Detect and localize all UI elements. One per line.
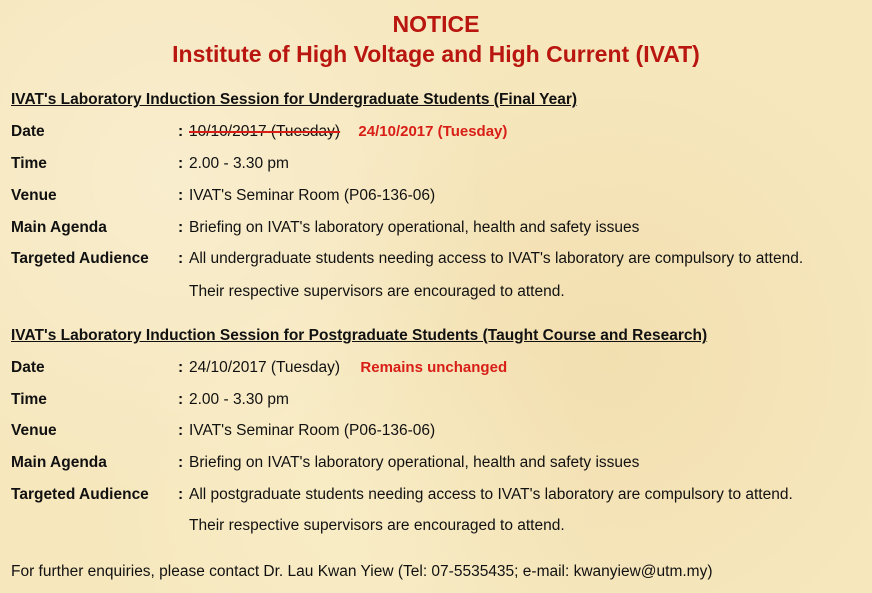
contact-footer: For further enquiries, please contact Dr. Lau Kwan Yiew (Tel: 07-5535435; e-mail: kwanyiew@utm.my) [11, 563, 713, 580]
colon: : [178, 486, 184, 503]
new-date: 24/10/2017 (Tuesday) [358, 123, 508, 140]
date-value [189, 123, 507, 141]
colon: : [178, 422, 184, 439]
date-label: Date [11, 123, 45, 140]
colon: : [178, 123, 184, 140]
agenda-value: Briefing on IVAT's laboratory operational, health and safety issues [189, 219, 640, 236]
postgrad-section-heading: IVAT's Laboratory Induction Session for Postgraduate Students (Taught Course and Research) [11, 327, 708, 344]
colon: : [178, 187, 184, 204]
time-value: 2.00 - 3.30 pm [189, 155, 289, 172]
colon: : [178, 219, 184, 236]
undergrad-section-heading: IVAT's Laboratory Induction Session for Undergraduate Students (Final Year) [11, 91, 578, 108]
venue-label: Venue [11, 187, 57, 204]
audience-value: All postgraduate students needing access to IVAT's laboratory are compulsory to attend. [189, 486, 793, 503]
agenda-value: Briefing on IVAT's laboratory operational, health and safety issues [189, 454, 640, 471]
time-label: Time [11, 155, 47, 172]
agenda-label: Main Agenda [11, 219, 107, 236]
date-label: Date [11, 359, 45, 376]
colon: : [178, 454, 184, 471]
audience-value: All undergraduate students needing access to IVAT's laboratory are compulsory to attend. [189, 250, 804, 267]
date-value [189, 359, 507, 377]
time-value: 2.00 - 3.30 pm [189, 391, 289, 408]
venue-label: Venue [11, 422, 57, 439]
undergrad-audience-continuation: Their respective supervisors are encouraged to attend. [189, 283, 565, 300]
institute-title: Institute of High Voltage and High Current (IVAT) [172, 41, 700, 67]
postgrad-date: 24/10/2017 (Tuesday) [189, 359, 341, 376]
audience-label: Targeted Audience [11, 486, 149, 503]
venue-value: IVAT's Seminar Room (P06-136-06) [189, 422, 436, 439]
postgrad-audience-continuation: Their respective supervisors are encouraged to attend. [189, 517, 565, 534]
colon: : [178, 359, 184, 376]
colon: : [178, 250, 184, 267]
venue-value: IVAT's Seminar Room (P06-136-06) [189, 187, 436, 204]
colon: : [178, 155, 184, 172]
audience-label: Targeted Audience [11, 250, 149, 267]
date-unchanged-note: Remains unchanged [360, 359, 508, 376]
colon: : [178, 391, 184, 408]
notice-title: NOTICE [392, 11, 480, 37]
old-date-struck: 10/10/2017 (Tuesday) [189, 123, 341, 140]
agenda-label: Main Agenda [11, 454, 107, 471]
time-label: Time [11, 391, 47, 408]
